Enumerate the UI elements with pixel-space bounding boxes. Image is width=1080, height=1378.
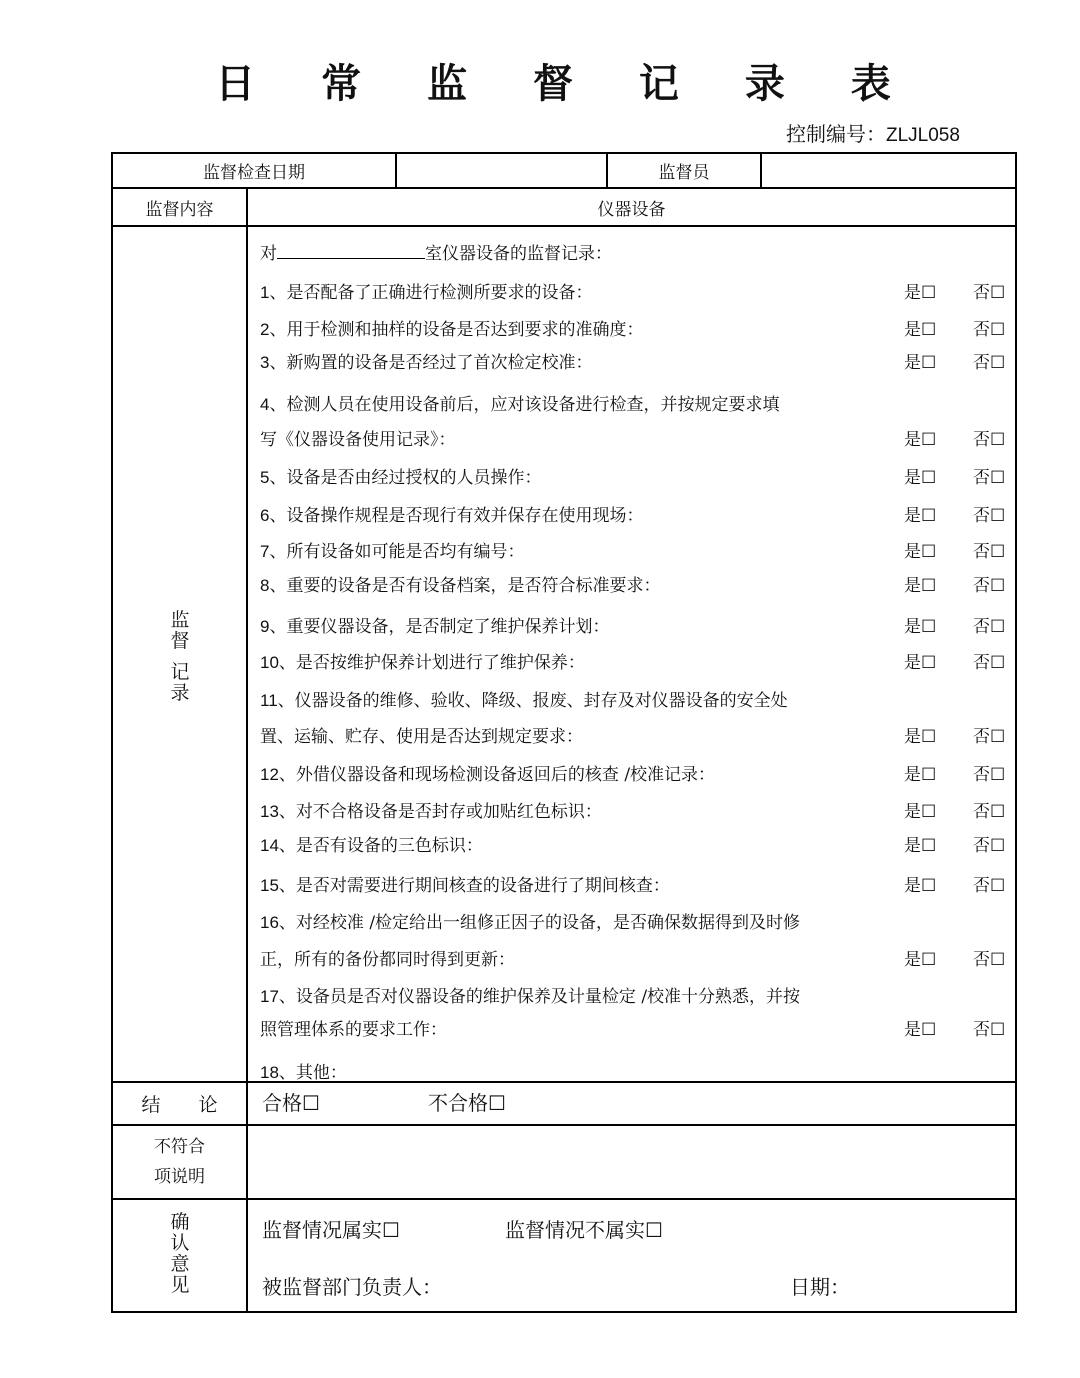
checklist-item [260,612,609,637]
yes-checkbox[interactable]: 是☐ [904,283,937,303]
no-checkbox[interactable]: 否☐ [973,506,1006,526]
item-number: 3 [260,353,270,372]
yes-checkbox[interactable]: 是☐ [904,802,937,822]
checklist-item [260,571,660,596]
checklist-item [260,463,541,488]
date-field[interactable] [397,154,606,187]
checklist-item-continued: 照管理体系的要求工作： [260,1020,447,1040]
no-checkbox[interactable]: 否☐ [973,617,1006,637]
lab-name-blank[interactable] [277,242,425,259]
item-number: 2 [260,320,270,339]
confirm-side-char: 意 [170,1253,190,1275]
yes-checkbox[interactable]: 是☐ [904,617,937,637]
item-text: 、设备员是否对仪器设备的维护保养及计量检定 /校准十分熟悉，并按 [278,987,801,1007]
item-number: 13 [260,802,279,821]
yes-checkbox[interactable]: 是☐ [904,876,937,896]
checklist-item [260,1058,347,1083]
checklist-item [260,871,670,896]
item-number: 6 [260,506,270,525]
item-number: 7 [260,542,270,561]
yes-checkbox[interactable]: 是☐ [904,542,937,562]
checklist-item [260,501,643,526]
no-checkbox[interactable]: 否☐ [973,653,1006,673]
item-number: 10 [260,653,279,672]
record-intro [260,239,612,264]
control-number-code: ZLJL058 [886,125,960,146]
checklist-item [260,390,779,415]
pass-checkbox[interactable]: 合格☐ [262,1091,320,1115]
item-text: 、设备操作规程是否现行有效并保存在使用现场： [269,506,644,526]
record-side-char: 督 [170,630,190,652]
confirm-false-checkbox[interactable]: 监督情况不属实☐ [505,1218,663,1242]
nonconform-label [113,1126,246,1198]
checklist-item [260,908,800,933]
item-text: 、是否有设备的三色标识： [278,836,483,856]
item-text: 、是否按维护保养计划进行了维护保养： [278,653,585,673]
checklist-item [260,982,800,1007]
intro-prefix: 对 [260,244,277,264]
responsible-label: 被监督部门负责人： [262,1275,442,1299]
yes-checkbox[interactable]: 是☐ [904,1020,937,1040]
checklist-item [260,797,602,822]
no-checkbox[interactable]: 否☐ [973,765,1006,785]
yes-checkbox[interactable]: 是☐ [904,653,937,673]
record-side-char: 监 [170,609,190,631]
confirm-true-checkbox[interactable]: 监督情况属实☐ [262,1218,400,1242]
item-number: 8 [260,576,270,595]
control-number-label: 控制编号： [786,122,886,146]
item-number: 17 [260,987,279,1006]
conclusion-label: 结 论 [141,1094,218,1116]
item-text: 、外借仪器设备和现场检测设备返回后的核查 /校准记录： [278,765,716,785]
confirm-side-char: 认 [170,1232,190,1254]
no-checkbox[interactable]: 否☐ [973,283,1006,303]
no-checkbox[interactable]: 否☐ [973,876,1006,896]
control-number [786,118,960,147]
item-number: 11 [260,691,278,710]
item-number: 16 [260,913,279,932]
supervisor-label: 监督员 [658,163,710,183]
item-text: 、新购置的设备是否经过了首次检定校准： [269,353,593,373]
yes-checkbox[interactable]: 是☐ [904,950,937,970]
date-label: 监督检查日期 [203,163,305,183]
no-checkbox[interactable]: 否☐ [973,468,1006,488]
checklist-item [260,686,788,711]
item-text: 、对经校准 /检定给出一组修正因子的设备，是否确保数据得到及时修 [278,913,801,933]
fail-checkbox[interactable]: 不合格☐ [428,1091,506,1115]
page-title: 日 常 监 督 记 录 表 [215,60,917,107]
checklist-item-continued: 写《仪器设备使用记录》： [260,430,456,450]
record-side-char: 录 [170,682,190,704]
yes-checkbox[interactable]: 是☐ [904,468,937,488]
confirm-side-char: 见 [170,1274,190,1296]
item-text: 、其他： [278,1063,347,1083]
checklist-item [260,648,585,673]
item-text: 、重要的设备是否有设备档案，是否符合标准要求： [269,576,661,596]
no-checkbox[interactable]: 否☐ [973,950,1006,970]
item-number: 4 [260,395,270,414]
yes-checkbox[interactable]: 是☐ [904,430,937,450]
confirm-date-label: 日期： [790,1275,850,1299]
checklist-item [260,278,592,303]
item-number: 1 [260,283,270,302]
item-text: 、设备是否由经过授权的人员操作： [269,468,542,488]
yes-checkbox[interactable]: 是☐ [904,727,937,747]
content-value: 仪器设备 [597,199,666,220]
no-checkbox[interactable]: 否☐ [973,576,1006,596]
no-checkbox[interactable]: 否☐ [973,1020,1006,1040]
record-side-char: 记 [170,661,190,683]
item-text: 、对不合格设备是否封存或加贴红色标识： [278,802,602,822]
content-label: 监督内容 [145,199,214,220]
item-text: 、仪器设备的维修、验收、降级、报废、封存及对仪器设备的安全处 [277,691,788,711]
item-number: 5 [260,468,270,487]
checklist-item [260,315,643,340]
no-checkbox[interactable]: 否☐ [973,542,1006,562]
yes-checkbox[interactable]: 是☐ [904,765,937,785]
confirm-side-label [170,1212,190,1296]
no-checkbox[interactable]: 否☐ [973,836,1006,856]
checklist-item [260,760,715,785]
confirm-side-char: 确 [170,1211,190,1233]
intro-suffix: 室仪器设备的监督记录： [425,244,612,264]
item-number: 15 [260,876,279,895]
checklist-item-continued: 置、运输、贮存、使用是否达到规定要求： [260,727,583,747]
item-text: 、重要仪器设备，是否制定了维护保养计划： [269,617,610,637]
yes-checkbox[interactable]: 是☐ [904,836,937,856]
record-side-label [170,610,190,704]
nonconform-label-line: 不符合 [154,1137,205,1157]
item-number: 9 [260,617,270,636]
yes-checkbox[interactable]: 是☐ [904,576,937,596]
checklist-item [260,348,592,373]
no-checkbox[interactable]: 否☐ [973,802,1006,822]
nonconform-field[interactable] [248,1126,1015,1198]
checklist-item [260,831,483,856]
supervisor-field[interactable] [762,154,1015,187]
nonconform-label-line: 项说明 [154,1167,205,1187]
checklist-item-continued: 正，所有的备份都同时得到更新： [260,950,515,970]
item-text: 、用于检测和抽样的设备是否达到要求的准确度： [269,320,644,340]
no-checkbox[interactable]: 否☐ [973,353,1006,373]
no-checkbox[interactable]: 否☐ [973,320,1006,340]
item-text: 、是否配备了正确进行检测所要求的设备： [269,283,593,303]
checklist-item [260,537,524,562]
item-text: 、是否对需要进行期间核查的设备进行了期间核查： [278,876,670,896]
item-text: 、所有设备如可能是否均有编号： [269,542,525,562]
no-checkbox[interactable]: 否☐ [973,430,1006,450]
yes-checkbox[interactable]: 是☐ [904,320,937,340]
item-number: 18 [260,1063,279,1082]
yes-checkbox[interactable]: 是☐ [904,353,937,373]
item-text: 、检测人员在使用设备前后，应对该设备进行检查，并按规定要求填 [269,395,780,415]
no-checkbox[interactable]: 否☐ [973,727,1006,747]
item-number: 12 [260,765,279,784]
item-number: 14 [260,836,279,855]
yes-checkbox[interactable]: 是☐ [904,506,937,526]
